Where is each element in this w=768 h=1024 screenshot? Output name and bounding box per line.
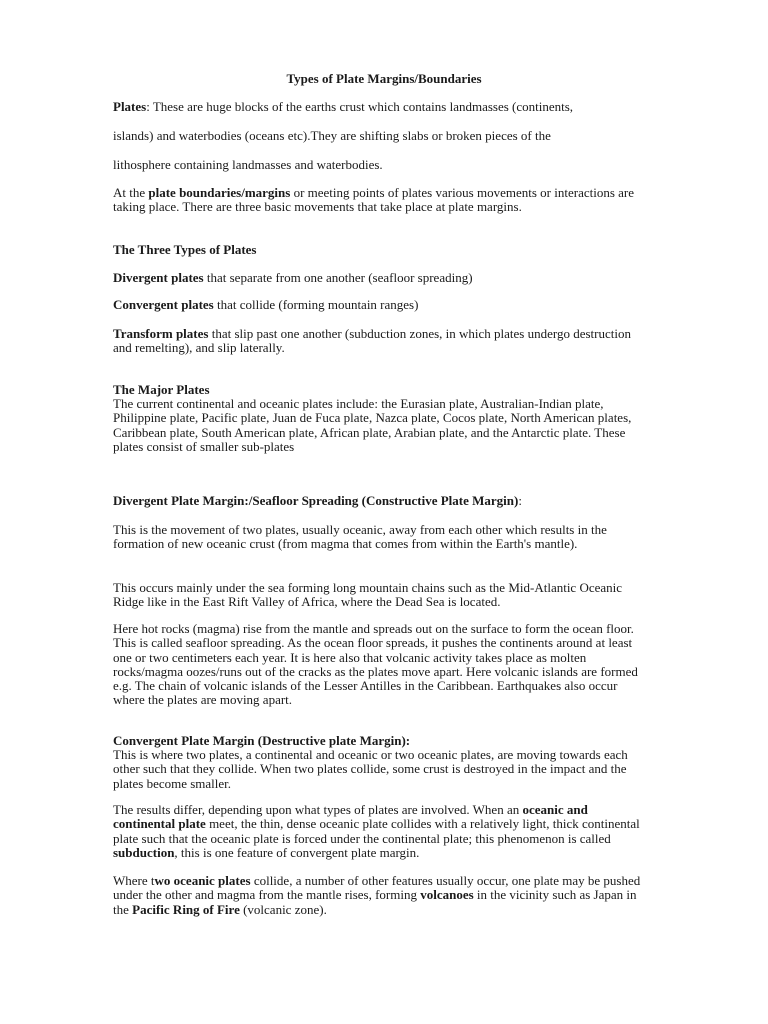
transform-plates-item [113, 327, 648, 356]
divergent-margin-para1: This is the movement of two plates, usually oceanic, away from each other which results in the formation of new oceanic crust (from magma that comes from within the Earth's mantle). [113, 522, 607, 552]
boundaries-paragraph [113, 186, 648, 215]
convergent-text: that collide (forming mountain ranges) [213, 297, 419, 312]
para2-e: , this is one feature of convergent plate margin. [174, 844, 420, 860]
para2-b: oceanic and continental plate [113, 802, 588, 832]
plates-definition-line3: lithosphere containing landmasses and waterbodies. [113, 157, 383, 172]
three-types-heading: The Three Types of Plates [113, 242, 257, 257]
plates-def-text-1: : These are huge blocks of the earths crust which contains landmasses (continents, [146, 99, 574, 114]
plates-term: Plates [113, 99, 147, 114]
convergent-plates-item [113, 298, 648, 312]
divergent-margin-para3: Here hot rocks (magma) rise from the mantle and spreads out on the surface to form the ocean floor. This is called seafloor spreading. As the ocean floor spreads, it pushes the continents around at least one or two centimeters each year. It is here also that volcanic activity takes place as molten rocks/magma oozes/runs out of the cracks as the plates move apart. Here volcanic islands are formed e.g. The chain of volcanic islands of the Lesser Antilles in the Caribbean. Earthquakes also occur where the plates are moving apart. [113, 621, 638, 708]
divergent-margin-title: Divergent Plate Margin:/Seafloor Spreading (Constructive Plate Margin) [113, 493, 519, 508]
para3-b: wo oceanic plates [154, 873, 251, 888]
para2-c: meet, the thin, dense oceanic plate collides with a relatively light, thick continental plate such that the oceanic plate is forced under the continental plate; this phenomenon is called [113, 816, 640, 846]
boundaries-pre: At the [113, 185, 149, 200]
transform-text: that slip past one another (subduction zones, in which plates undergo destruction and remelting), and slip laterally. [113, 326, 631, 356]
para3-f: Pacific Ring of Fire [132, 901, 240, 917]
convergent-margin-para3 [113, 874, 648, 917]
boundaries-term: plate boundaries/margins [148, 185, 291, 200]
para3-a: Where t [113, 873, 155, 888]
divergent-text: that separate from one another (seafloor spreading) [203, 270, 473, 285]
para3-c: collide, a number of other features usually occur, one plate may be pushed under the other and magma from the mantle rises, forming [113, 873, 641, 903]
para2-a: The results differ, depending upon what types of plates are involved. When an [113, 802, 523, 817]
divergent-margin-para2: This occurs mainly under the sea forming long mountain chains such as the Mid-Atlantic Oceanic Ridge like in the East Rift Valley of Africa, where the Dead Sea is located. [113, 580, 623, 610]
plates-definition-line1 [113, 100, 648, 114]
para2-d: subduction [113, 844, 175, 860]
document-title: Types of Plate Margins/Boundaries [286, 71, 482, 86]
divergent-margin-heading [113, 494, 648, 508]
para3-d: volcanoes [420, 887, 474, 903]
convergent-margin-para2 [113, 803, 648, 860]
para3-e: in the vicinity such as Japan in the [113, 887, 637, 917]
convergent-margin-heading: Convergent Plate Margin (Destructive plate Margin): [113, 733, 411, 748]
divergent-margin-colon: : [518, 493, 522, 508]
divergent-term: Divergent plates [113, 270, 204, 285]
major-plates-heading: The Major Plates [113, 382, 210, 397]
plates-definition-line2: islands) and waterbodies (oceans etc).They are shifting slabs or broken pieces of the [113, 128, 551, 143]
convergent-term: Convergent plates [113, 297, 214, 312]
para3-g: (volcanic zone). [239, 901, 327, 917]
boundaries-post: or meeting points of plates various movements or interactions are taking place. There are three basic movements that take place at plate margins. [113, 185, 635, 215]
transform-term: Transform plates [113, 326, 209, 341]
major-plates-text: The current continental and oceanic plates include: the Eurasian plate, Australian-Indian plate, Philippine plate, Pacific plate, Juan de Fuca plate, Nazca plate, Cocos plate, North American plates, Caribbean plate, South American plate, African plate, Arabian plate, and the Antarctic plate. These plates consist of smaller sub-plates [113, 396, 632, 454]
convergent-margin-para1: This is where two plates, a continental and oceanic or two oceanic plates, are moving towards each other such that they collide. When two plates collide, some crust is destroyed in the impact and the plates become smaller. [113, 747, 628, 791]
divergent-plates-item [113, 271, 648, 285]
